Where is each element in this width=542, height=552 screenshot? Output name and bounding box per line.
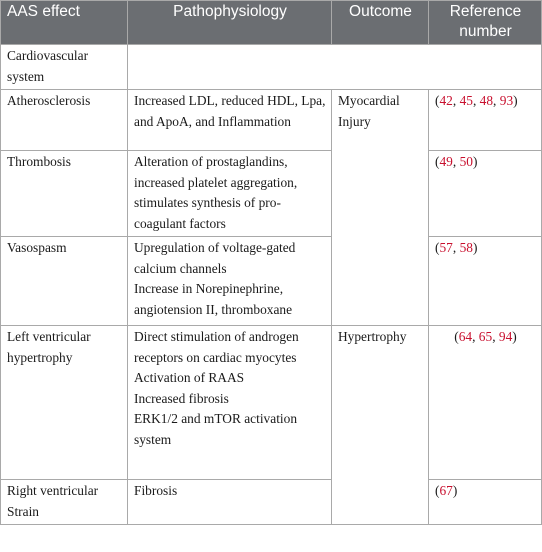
header-reference-number: Reference number: [429, 1, 542, 45]
section-empty-cell: [128, 45, 542, 90]
effect-cell: Atherosclerosis: [1, 90, 128, 151]
pathophysiology-line: Fibrosis: [134, 483, 178, 498]
section-label: Cardiovascular system: [1, 45, 128, 90]
reference-link[interactable]: 50: [459, 154, 473, 169]
effect-cell: Right ventricular Strain: [1, 480, 128, 525]
header-pathophysiology: Pathophysiology: [128, 1, 332, 45]
pathophysiology-line: Increased LDL, reduced HDL, Lpa, and ApoA, and Inflammation: [134, 93, 326, 129]
reference-link[interactable]: 64: [458, 329, 473, 344]
section-row: [1, 45, 542, 90]
pathophysiology-line: ERK1/2 and mTOR activation system: [134, 411, 298, 447]
table-row: [1, 151, 542, 237]
header-aas-effect: AAS effect: [1, 1, 128, 45]
reference-link[interactable]: 93: [499, 93, 514, 108]
reference-cell: (42, 45, 48, 93): [429, 90, 542, 151]
reference-link[interactable]: 42: [439, 93, 453, 108]
reference-link[interactable]: 94: [498, 329, 513, 344]
pathophysiology-cell: [128, 326, 332, 480]
outcome-cell-hypertrophy: Hypertrophy: [332, 326, 429, 525]
pathophysiology-line: Alteration of prostaglandins, increased platelet aggregation, stimulates synthesis of pro-coagulant factors: [134, 154, 298, 231]
reference-link[interactable]: 49: [439, 154, 453, 169]
pathophysiology-cell: [128, 480, 332, 525]
table-body: [1, 45, 542, 525]
reference-cell: (64, 65, 94): [429, 326, 542, 480]
effect-cell: Thrombosis: [1, 151, 128, 237]
reference-link[interactable]: 48: [479, 93, 494, 108]
reference-link[interactable]: 58: [459, 240, 473, 255]
reference-link[interactable]: 45: [459, 93, 473, 108]
reference-cell: (57, 58): [429, 237, 542, 326]
header-row: [1, 1, 542, 45]
pathophysiology-line: Direct stimulation of androgen receptors on cardiac myocytes: [134, 329, 299, 365]
table-row: [1, 237, 542, 326]
pathophysiology-line: Increased fibrosis: [134, 390, 229, 406]
table-row: [1, 480, 542, 525]
pathophysiology-line: Upregulation of voltage-gated calcium channels: [134, 240, 296, 276]
pathophysiology-cell: [128, 237, 332, 326]
reference-cell: (49, 50): [429, 151, 542, 237]
table-header: [1, 1, 542, 45]
reference-link[interactable]: 57: [439, 240, 453, 255]
header-outcome: Outcome: [332, 1, 429, 45]
table-row: [1, 326, 542, 480]
pathophysiology-line: Increase in Norepinephrine, angiotension II, thromboxane: [134, 281, 293, 317]
effect-cell: Left ventricular hypertrophy: [1, 326, 128, 480]
pathophysiology-line: Activation of RAAS: [134, 370, 245, 385]
reference-link[interactable]: 67: [439, 483, 453, 498]
pathophysiology-cell: [128, 151, 332, 237]
reference-cell: (67): [429, 480, 542, 525]
effect-cell: Vasospasm: [1, 237, 128, 326]
outcome-cell-myocardial-injury: Myocardial Injury: [332, 90, 429, 326]
reference-link[interactable]: 65: [478, 329, 493, 344]
table-row: [1, 90, 542, 151]
pathophysiology-cell: [128, 90, 332, 151]
